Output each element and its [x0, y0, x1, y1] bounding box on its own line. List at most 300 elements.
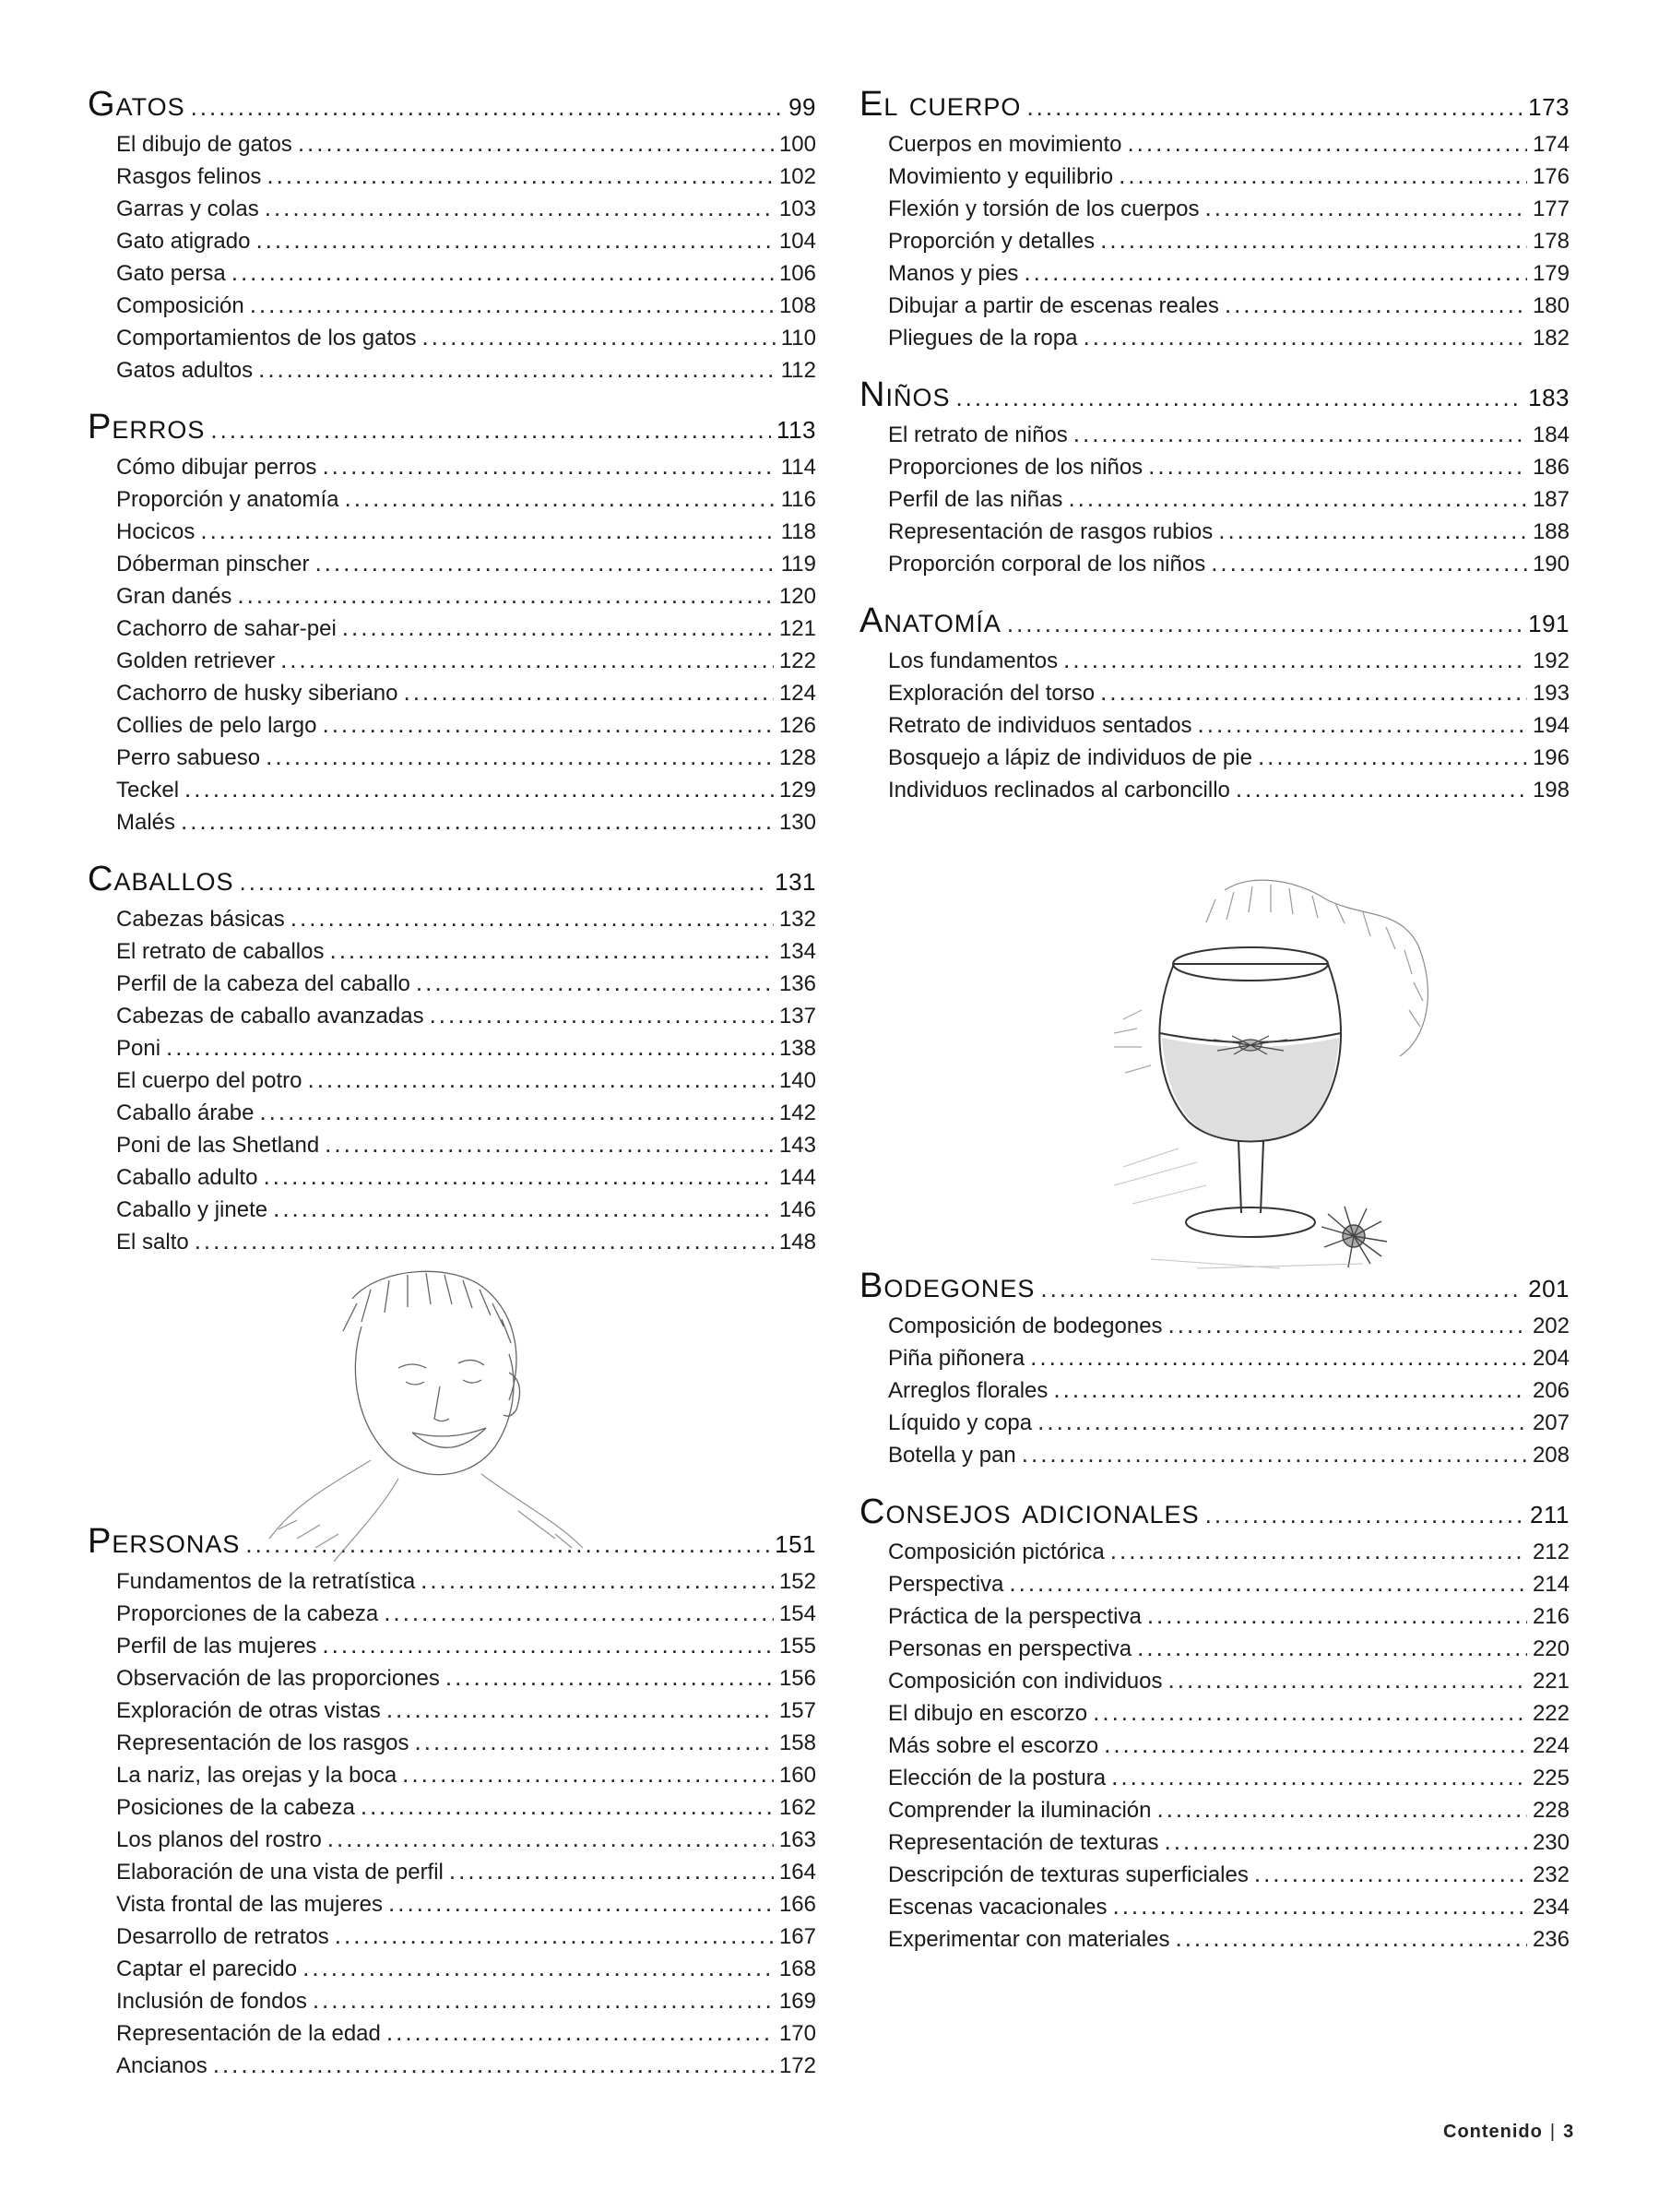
toc-entry-page: 144 — [778, 1165, 816, 1190]
toc-entry-page: 177 — [1532, 196, 1570, 221]
toc-entry[interactable] — [859, 161, 1570, 194]
dot-leader — [329, 936, 773, 965]
footer-page-number: 3 — [1563, 2122, 1575, 2142]
toc-entry-page: 164 — [778, 1860, 816, 1885]
toc-entry-label: Caballo y jinete — [116, 1197, 268, 1222]
dot-leader — [263, 1162, 774, 1191]
toc-entry-label: Botella y pan — [888, 1443, 1016, 1468]
toc-entry-label: Composición — [116, 293, 244, 318]
dot-leader — [237, 581, 774, 610]
footer-label: Contenido — [1443, 2122, 1543, 2142]
toc-entry[interactable] — [88, 1098, 816, 1130]
toc-entry-page: 148 — [778, 1230, 816, 1255]
toc-entry-label: Piña piñonera — [888, 1346, 1025, 1371]
toc-entry[interactable] — [88, 1631, 816, 1663]
toc-entry[interactable] — [88, 613, 816, 646]
toc-entry[interactable] — [859, 1408, 1570, 1440]
toc-entry[interactable] — [88, 2051, 816, 2083]
toc-entry-page: 236 — [1532, 1927, 1570, 1952]
toc-entry-page: 110 — [780, 326, 816, 351]
toc-entry[interactable] — [88, 936, 816, 969]
toc-entry[interactable] — [859, 1311, 1570, 1343]
dot-leader — [267, 161, 774, 190]
toc-entry-label: Elección de la postura — [888, 1766, 1107, 1790]
toc-section — [859, 601, 1570, 807]
toc-entry-label: Práctica de la perspectiva — [888, 1604, 1142, 1629]
toc-entry-label: Comprender la iluminación — [888, 1798, 1152, 1823]
toc-entry[interactable] — [88, 291, 816, 323]
toc-entry-label: Experimentar con materiales — [888, 1927, 1170, 1952]
toc-entry-label: Garras y colas — [116, 196, 259, 221]
dot-leader — [421, 1566, 774, 1595]
toc-entry[interactable] — [859, 646, 1570, 678]
toc-entry-label: Desarrollo de retratos — [116, 1924, 329, 1949]
dot-leader — [1093, 1698, 1527, 1727]
dot-leader — [195, 1227, 774, 1255]
toc-entry-label: El dibujo en escorzo — [888, 1701, 1088, 1726]
toc-entry[interactable] — [88, 1195, 816, 1227]
dot-leader — [1068, 484, 1527, 513]
dot-leader — [1258, 743, 1527, 771]
dot-leader — [1148, 452, 1527, 481]
toc-entry[interactable] — [859, 1537, 1570, 1569]
toc-entry[interactable] — [859, 226, 1570, 258]
toc-entry-page: 232 — [1532, 1862, 1570, 1887]
toc-entry-page: 152 — [778, 1569, 816, 1594]
toc-entry[interactable] — [859, 1375, 1570, 1408]
dot-leader — [265, 194, 774, 222]
toc-entry-page: 156 — [778, 1666, 816, 1691]
toc-entry-page: 207 — [1532, 1410, 1570, 1435]
toc-entry-page: 188 — [1532, 519, 1570, 544]
toc-entry-label: Inclusión de fondos — [116, 1989, 307, 2014]
toc-entry[interactable] — [88, 161, 816, 194]
toc-entry[interactable] — [859, 1795, 1570, 1827]
dot-leader — [1111, 1763, 1527, 1791]
dot-leader — [313, 1986, 774, 2015]
dot-leader — [344, 484, 775, 513]
dot-leader — [1053, 1375, 1527, 1404]
toc-entry[interactable] — [88, 323, 816, 355]
toc-entry[interactable] — [859, 743, 1570, 775]
toc-entry-page: 140 — [778, 1068, 816, 1093]
toc-entry[interactable] — [88, 1986, 816, 2018]
toc-entry[interactable] — [88, 1857, 816, 1889]
toc-entry-page: 214 — [1532, 1572, 1570, 1597]
toc-entry-page: 106 — [778, 261, 816, 286]
toc-entry-label: Flexión y torsión de los cuerpos — [888, 196, 1200, 221]
dot-leader — [1026, 93, 1523, 122]
toc-entry-label: El salto — [116, 1230, 189, 1255]
toc-entry-label: Cabezas básicas — [116, 907, 285, 932]
toc-entry[interactable] — [88, 258, 816, 291]
toc-entry-page: 212 — [1532, 1540, 1570, 1564]
toc-entry-label: Movimiento y equilibrio — [888, 164, 1114, 189]
dot-leader — [1007, 610, 1523, 638]
toc-entry-page: 230 — [1532, 1830, 1570, 1855]
toc-entry-page: 142 — [778, 1100, 816, 1125]
dot-leader — [445, 1663, 774, 1692]
toc-entry[interactable] — [859, 484, 1570, 517]
toc-entry[interactable] — [859, 323, 1570, 355]
toc-entry[interactable] — [88, 1825, 816, 1857]
toc-entry[interactable] — [88, 549, 816, 581]
toc-entry-label: Proporciones de los niños — [888, 455, 1144, 480]
toc-entry-page: 166 — [778, 1892, 816, 1917]
dot-leader — [384, 1599, 774, 1627]
toc-entry-page: 194 — [1532, 713, 1570, 738]
dot-leader — [1168, 1311, 1527, 1339]
dot-leader — [200, 517, 775, 545]
toc-entry-label: Los fundamentos — [888, 648, 1059, 673]
dot-leader — [1104, 1730, 1527, 1759]
toc-entry-page: 163 — [778, 1827, 816, 1852]
toc-section — [859, 85, 1570, 355]
toc-entry-label: Perfil de la cabeza del caballo — [116, 971, 410, 996]
dot-leader — [1254, 1860, 1527, 1888]
toc-section-heading[interactable] — [859, 375, 1570, 420]
toc-entry-page: 179 — [1532, 261, 1570, 286]
toc-entry-page: 112 — [780, 358, 816, 383]
dot-leader — [325, 1130, 774, 1159]
toc-entry[interactable] — [88, 452, 816, 484]
toc-entry-page: 220 — [1532, 1636, 1570, 1661]
dot-leader — [1030, 1343, 1527, 1372]
toc-entry[interactable] — [859, 710, 1570, 743]
toc-entry[interactable] — [859, 420, 1570, 452]
toc-entry-page: 178 — [1532, 229, 1570, 254]
toc-entry-page: 190 — [1532, 552, 1570, 577]
dot-leader — [166, 1033, 774, 1062]
toc-entry[interactable] — [88, 904, 816, 936]
toc-entry[interactable] — [88, 581, 816, 613]
toc-entry[interactable] — [88, 1599, 816, 1631]
toc-entry-page: 136 — [778, 971, 816, 996]
toc-entry[interactable] — [88, 807, 816, 839]
dot-leader — [402, 1760, 774, 1789]
toc-entry-page: 124 — [778, 681, 816, 706]
toc-section-title: Caballos — [88, 860, 234, 898]
toc-entry[interactable] — [859, 1666, 1570, 1698]
toc-entry-label: Perro sabueso — [116, 745, 261, 770]
toc-entry-page: 143 — [778, 1133, 816, 1158]
toc-entry[interactable] — [88, 1227, 816, 1259]
toc-section-page: 191 — [1528, 610, 1570, 637]
toc-entry-label: Rasgos felinos — [116, 164, 262, 189]
toc-section-heading[interactable] — [88, 408, 816, 452]
toc-entry-page: 186 — [1532, 455, 1570, 480]
toc-entry[interactable] — [88, 1921, 816, 1954]
toc-entry-label: Líquido y copa — [888, 1410, 1033, 1435]
toc-entry-label: Proporción y detalles — [888, 229, 1096, 254]
dot-leader — [1110, 1537, 1527, 1565]
toc-entry[interactable] — [88, 1663, 816, 1695]
toc-entry-page: 138 — [778, 1036, 816, 1061]
dot-leader — [1063, 646, 1527, 674]
toc-entry-label: Individuos reclinados al carboncillo — [888, 778, 1230, 803]
toc-section — [859, 1267, 1570, 1472]
toc-entry-label: Teckel — [116, 778, 180, 803]
toc-entry-label: El retrato de niños — [888, 422, 1068, 447]
toc-entry-page: 102 — [778, 164, 816, 189]
toc-entry[interactable] — [88, 1889, 816, 1921]
toc-section-title: Personas — [88, 1522, 241, 1561]
dot-leader — [416, 969, 774, 997]
dot-leader — [181, 807, 774, 836]
dot-leader — [388, 1889, 774, 1918]
toc-entry[interactable] — [88, 775, 816, 807]
toc-entry-label: Caballo árabe — [116, 1100, 255, 1125]
dot-leader — [1165, 1827, 1527, 1856]
toc-entry[interactable] — [88, 1130, 816, 1162]
toc-entry[interactable] — [88, 226, 816, 258]
toc-entry-page: 216 — [1532, 1604, 1570, 1629]
dot-leader — [1218, 517, 1527, 545]
toc-entry-label: Cabezas de caballo avanzadas — [116, 1004, 424, 1029]
toc-section-heading[interactable] — [88, 860, 816, 904]
dot-leader — [240, 868, 770, 897]
toc-section-heading[interactable] — [859, 1493, 1570, 1537]
toc-section — [88, 85, 816, 387]
toc-entry-label: Proporciones de la cabeza — [116, 1601, 379, 1626]
toc-entry[interactable] — [88, 678, 816, 710]
dot-leader — [273, 1195, 774, 1223]
toc-entry[interactable] — [88, 1566, 816, 1599]
dot-leader — [1168, 1666, 1527, 1695]
dot-leader — [191, 93, 784, 122]
toc-entry[interactable] — [859, 1601, 1570, 1634]
toc-entry-label: Bosquejo a lápiz de individuos de pie — [888, 745, 1252, 770]
toc-entry-page: 129 — [778, 778, 816, 803]
toc-entry-label: Gato atigrado — [116, 229, 251, 254]
toc-entry[interactable] — [859, 1892, 1570, 1924]
toc-entry[interactable] — [859, 1924, 1570, 1956]
toc-entry[interactable] — [88, 484, 816, 517]
dot-leader — [280, 646, 774, 674]
toc-entry-page: 187 — [1532, 487, 1570, 512]
toc-entry[interactable] — [859, 1343, 1570, 1375]
toc-entry-page: 208 — [1532, 1443, 1570, 1468]
toc-entry[interactable] — [859, 452, 1570, 484]
toc-entry[interactable] — [88, 1728, 816, 1760]
dot-leader — [1112, 1892, 1526, 1921]
toc-entry-label: Elaboración de una vista de perfil — [116, 1860, 444, 1885]
toc-entry-label: Perfil de las mujeres — [116, 1634, 317, 1659]
toc-entry-page: 114 — [780, 455, 816, 480]
dot-leader — [250, 291, 774, 319]
dot-leader — [430, 1001, 774, 1029]
dot-leader — [322, 1631, 774, 1659]
toc-entry[interactable] — [859, 1698, 1570, 1730]
page-footer — [1443, 2122, 1574, 2143]
toc-entry[interactable] — [88, 1695, 816, 1728]
dot-leader — [335, 1921, 774, 1950]
dot-leader — [1211, 549, 1527, 577]
toc-entry-page: 224 — [1532, 1733, 1570, 1758]
toc-entry-label: Dóberman pinscher — [116, 552, 310, 577]
toc-entry[interactable] — [859, 678, 1570, 710]
toc-entry[interactable] — [859, 517, 1570, 549]
dot-leader — [1024, 258, 1527, 287]
toc-entry[interactable] — [88, 355, 816, 387]
toc-entry[interactable] — [859, 291, 1570, 323]
toc-entry[interactable] — [859, 194, 1570, 226]
toc-entry-label: Gato persa — [116, 261, 226, 286]
dot-leader — [386, 1695, 774, 1724]
toc-entry[interactable] — [88, 710, 816, 743]
toc-entry-label: Perspectiva — [888, 1572, 1004, 1597]
toc-entry-page: 168 — [778, 1956, 816, 1981]
boy-portrait-sketch-image — [242, 1262, 610, 1566]
toc-entry[interactable] — [859, 1440, 1570, 1472]
toc-entry-label: La nariz, las orejas y la boca — [116, 1763, 397, 1788]
dot-leader — [342, 613, 774, 642]
toc-entry-page: 206 — [1532, 1378, 1570, 1403]
dot-leader — [1100, 678, 1527, 707]
toc-entry-label: Arreglos florales — [888, 1378, 1049, 1403]
toc-entry-label: Proporción corporal de los niños — [888, 552, 1206, 577]
toc-entry-label: El cuerpo del potro — [116, 1068, 302, 1093]
dot-leader — [258, 355, 776, 384]
toc-entry-label: Representación de la edad — [116, 2021, 381, 2046]
toc-entry-page: 225 — [1532, 1766, 1570, 1790]
toc-entry-label: Más sobre el escorzo — [888, 1733, 1099, 1758]
toc-entry-label: Caballo adulto — [116, 1165, 258, 1190]
toc-entry[interactable] — [859, 1634, 1570, 1666]
toc-entry[interactable] — [859, 1860, 1570, 1892]
dot-leader — [404, 678, 774, 707]
toc-entry-page: 132 — [778, 907, 816, 932]
toc-entry[interactable] — [88, 1792, 816, 1825]
toc-entry-page: 128 — [778, 745, 816, 770]
toc-entry-label: Representación de rasgos rubios — [888, 519, 1214, 544]
toc-entry[interactable] — [88, 969, 816, 1001]
toc-entry-page: 180 — [1532, 293, 1570, 318]
toc-entry-label: Composición pictórica — [888, 1540, 1105, 1564]
toc-entry[interactable] — [859, 775, 1570, 807]
toc-entry-page: 103 — [778, 196, 816, 221]
wine-glass-sketch-image — [1086, 872, 1441, 1287]
toc-section-title: Consejos adicionales — [859, 1493, 1200, 1531]
toc-entry-page: 202 — [1532, 1314, 1570, 1338]
toc-section-page: 99 — [788, 93, 816, 121]
dot-leader — [1127, 129, 1527, 158]
toc-section-page: 151 — [775, 1530, 816, 1558]
dot-leader — [231, 258, 774, 287]
toc-entry[interactable] — [88, 2018, 816, 2051]
toc-section-heading[interactable] — [859, 601, 1570, 646]
toc-entry[interactable] — [88, 129, 816, 161]
toc-entry-label: Representación de texturas — [888, 1830, 1159, 1855]
toc-entry-page: 108 — [778, 293, 816, 318]
toc-entry[interactable] — [859, 258, 1570, 291]
toc-entry[interactable] — [88, 517, 816, 549]
toc-entry-page: 100 — [778, 132, 816, 157]
toc-entry[interactable] — [88, 1760, 816, 1792]
dot-leader — [361, 1792, 774, 1821]
toc-entry[interactable] — [88, 1065, 816, 1098]
toc-section-title: Bodegones — [859, 1267, 1036, 1305]
dot-leader — [1225, 291, 1527, 319]
toc-entry[interactable] — [859, 129, 1570, 161]
toc-entry-label: Captar el parecido — [116, 1956, 298, 1981]
toc-section-page: 173 — [1528, 93, 1570, 121]
toc-entry-label: Cachorro de sahar-pei — [116, 616, 337, 641]
toc-entry-page: 154 — [778, 1601, 816, 1626]
toc-entry[interactable] — [859, 1569, 1570, 1601]
dot-leader — [415, 1728, 774, 1756]
toc-entry-label: Exploración de otras vistas — [116, 1698, 381, 1723]
toc-section-heading[interactable] — [88, 85, 816, 129]
toc-entry[interactable] — [88, 1954, 816, 1986]
toc-section-page: 201 — [1528, 1275, 1570, 1302]
dot-leader — [1205, 1501, 1524, 1529]
toc-entry[interactable] — [88, 646, 816, 678]
toc-entry-label: Poni — [116, 1036, 161, 1061]
dot-leader — [266, 743, 774, 771]
toc-section-page: 113 — [776, 416, 816, 444]
dot-leader — [1175, 1924, 1526, 1953]
toc-entry-page: 155 — [778, 1634, 816, 1659]
toc-entry-page: 116 — [780, 487, 816, 512]
toc-entry[interactable] — [88, 1162, 816, 1195]
dot-leader — [259, 1098, 774, 1126]
toc-entry[interactable] — [88, 1033, 816, 1065]
toc-entry-label: Los planos del rostro — [116, 1827, 322, 1852]
toc-entry[interactable] — [88, 1001, 816, 1033]
toc-entry[interactable] — [88, 194, 816, 226]
toc-section-title: Niños — [859, 375, 951, 414]
toc-entry-page: 119 — [780, 552, 816, 577]
toc-entry-label: El dibujo de gatos — [116, 132, 292, 157]
toc-entry-label: Cómo dibujar perros — [116, 455, 317, 480]
toc-entry-label: Retrato de individuos sentados — [888, 713, 1192, 738]
toc-entry[interactable] — [859, 549, 1570, 581]
toc-entry-page: 120 — [778, 584, 816, 609]
toc-entry[interactable] — [88, 743, 816, 775]
toc-entry-label: Gran danés — [116, 584, 232, 609]
toc-entry-page: 160 — [778, 1763, 816, 1788]
dot-leader — [1100, 226, 1527, 255]
toc-entry-page: 122 — [778, 648, 816, 673]
toc-section-heading[interactable] — [859, 85, 1570, 129]
toc-entry-page: 198 — [1532, 778, 1570, 803]
toc-entry-page: 170 — [778, 2021, 816, 2046]
dot-leader — [955, 384, 1523, 412]
dot-leader — [1137, 1634, 1527, 1662]
toc-entry-label: Fundamentos de la retratística — [116, 1569, 416, 1594]
toc-entry-page: 126 — [778, 713, 816, 738]
dot-leader — [255, 226, 774, 255]
dot-leader — [302, 1954, 774, 1982]
toc-section-page: 131 — [775, 868, 816, 896]
toc-entry-page: 167 — [778, 1924, 816, 1949]
toc-entry-label: El retrato de caballos — [116, 939, 325, 964]
toc-entry-label: Escenas vacacionales — [888, 1895, 1108, 1920]
dot-leader — [298, 129, 774, 158]
toc-entry[interactable] — [859, 1827, 1570, 1860]
toc-entry-label: Personas en perspectiva — [888, 1636, 1132, 1661]
toc-entry-label: Composición de bodegones — [888, 1314, 1163, 1338]
toc-entry-page: 176 — [1532, 164, 1570, 189]
toc-entry[interactable] — [859, 1763, 1570, 1795]
toc-entry-page: 104 — [778, 229, 816, 254]
toc-entry-label: Hocicos — [116, 519, 196, 544]
toc-section-page: 183 — [1528, 384, 1570, 411]
toc-entry-label: Malés — [116, 810, 176, 835]
dot-leader — [210, 416, 771, 445]
toc-entry[interactable] — [859, 1730, 1570, 1763]
